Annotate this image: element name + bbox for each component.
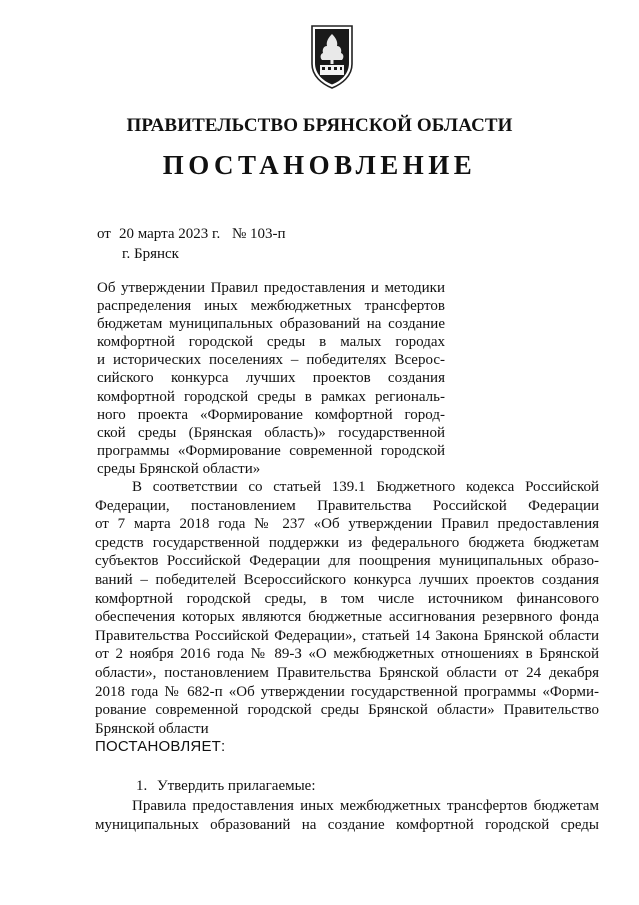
body-line: от 7 марта 2018 года № 237 «Об утверждении Правил предоставления bbox=[95, 516, 599, 533]
subject-line: и исторических поселениях – победителях Всерос- bbox=[97, 352, 445, 369]
subject-line: комфортной городской среды в рамках региональ- bbox=[97, 388, 445, 405]
subject-line: программы «Формирование современной городской bbox=[97, 442, 445, 459]
item-1-paragraph bbox=[95, 797, 599, 835]
preamble-paragraph bbox=[95, 478, 599, 757]
item-1-line: муниципальных образований на создание комфортной городской среды bbox=[95, 817, 599, 833]
subject-line: распределения иных межбюджетных трансфертов bbox=[97, 298, 445, 315]
body-line: В соответствии со статьей 139.1 Бюджетного кодекса Российской bbox=[132, 479, 599, 495]
subject-line: ного проекта «Формирование комфортной город- bbox=[97, 406, 445, 423]
body-line: средств государственной поддержки из федерального бюджета бюджетам bbox=[95, 534, 599, 551]
body-line: субъектов Российской Федерации для поощрения муниципальных образо- bbox=[95, 553, 599, 570]
item-1-line: Правила предоставления иных межбюджетных трансфертов бюджетам bbox=[132, 798, 599, 814]
subject-line: ской среды (Брянская область)» государственной bbox=[97, 424, 445, 441]
subject-line: комфортной городской среды в малых городах bbox=[97, 334, 445, 351]
subject-line: Об утверждении Правил предоставления и методики bbox=[97, 280, 445, 296]
body-line: области», постановлением Правительства Брянской области от 24 декабря bbox=[95, 664, 599, 681]
item-1-text: Утвердить прилагаемые: bbox=[157, 778, 316, 794]
body-line: ваний – победителей Всероссийского конкурса лучших проектов создания bbox=[95, 571, 599, 588]
document-date: 20 марта 2023 г. bbox=[119, 226, 221, 242]
body-line: обеспечения которых являются бюджетные ассигнования резервного фонда bbox=[95, 609, 599, 626]
subject-line: сийского конкурса лучших проектов создания bbox=[97, 370, 445, 387]
decree-word: ПОСТАНОВЛЯЕТ: bbox=[95, 738, 226, 756]
item-1-heading bbox=[136, 778, 316, 795]
body-line: Правительства Российской Федерации», статьей 14 Закона Брянской области bbox=[95, 627, 599, 644]
body-line: рование современной городской среды Брянской области» Правительство bbox=[95, 702, 599, 719]
subject-line: среды Брянской области» bbox=[97, 460, 261, 477]
document-number: № 103-п bbox=[232, 226, 286, 242]
date-prefix: от bbox=[97, 226, 111, 242]
document-subject bbox=[97, 279, 445, 478]
body-line: от 2 ноября 2016 года № 89-З «О межбюджетных отношениях в Брянской bbox=[95, 646, 599, 663]
coat-of-arms-icon bbox=[298, 20, 366, 92]
body-line: 2018 года № 682-п «Об утверждении государственной программы «Форми- bbox=[95, 683, 599, 700]
body-line: Брянской области bbox=[95, 720, 209, 737]
org-title: ПРАВИТЕЛЬСТВО БРЯНСКОЙ ОБЛАСТИ bbox=[126, 115, 513, 136]
body-line: Федерации, постановлением Правительства Российской Федерации bbox=[95, 497, 599, 514]
document-city: г. Брянск bbox=[122, 246, 179, 262]
item-1-number: 1. bbox=[136, 778, 148, 794]
subject-line: бюджетам муниципальных образований на создание bbox=[97, 316, 445, 333]
body-line: комфортной городской среды, в том числе источником финансового bbox=[95, 590, 599, 607]
doc-type-title: ПОСТАНОВЛЕНИЕ bbox=[162, 150, 477, 180]
